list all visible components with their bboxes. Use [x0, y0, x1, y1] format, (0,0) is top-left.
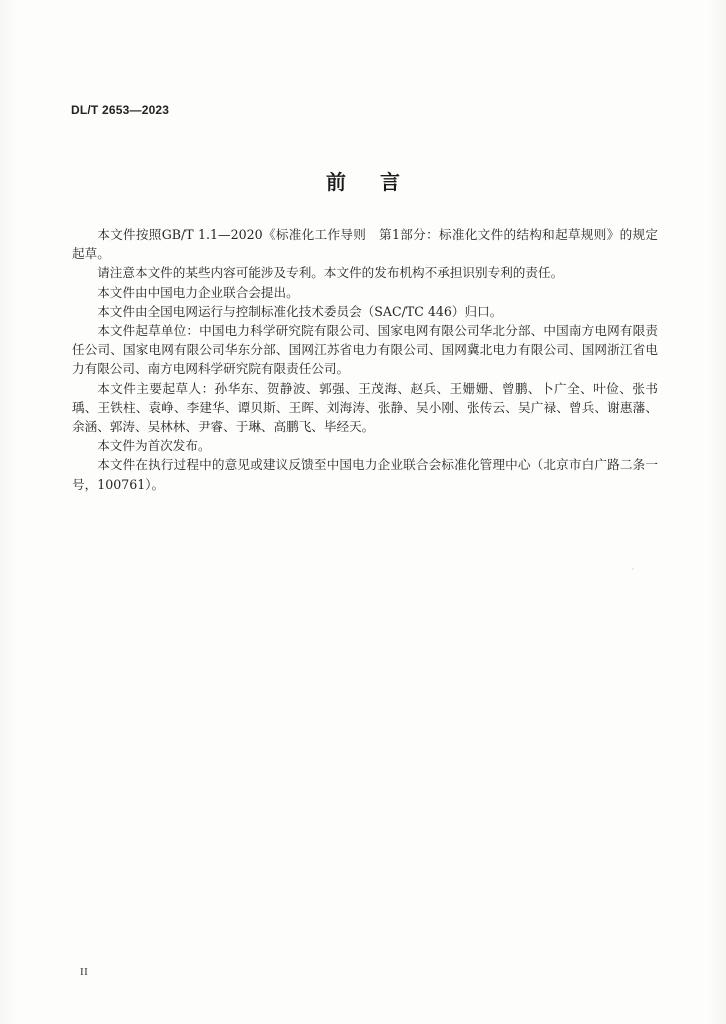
paragraph-committee: 本文件由全国电网运行与控制标准化技术委员会（SAC/TC 446）归口。 — [97, 303, 503, 319]
paragraph-patent-notice: 请注意本文件的某些内容可能涉及专利。本文件的发布机构不承担识别专利的责任。 — [97, 265, 564, 281]
page-title: 前言 — [326, 170, 434, 194]
paragraph-feedback: 本文件在执行过程中的意见或建议反馈至中国电力企业联合会标准化管理中心（北京市白广路二条一号，100761）。 — [72, 457, 658, 492]
paragraph-first-release: 本文件为首次发布。 — [97, 438, 211, 454]
paragraph-drafting-basis: 本文件按照GB/T 1.1—2020《标准化工作导则 第1部分：标准化文件的结构和起草规则》的规定起草。 — [72, 227, 658, 262]
foreword-body — [72, 225, 658, 494]
document-code: DL/T 2653—2023 — [71, 103, 170, 117]
paragraph-drafting-units: 本文件起草单位：中国电力科学研究院有限公司、国家电网有限公司华北分部、中国南方电网有限责任公司、国家电网有限公司华东分部、国网江苏省电力有限公司、国网冀北电力有限公司、国网浙江省电力有限公司、南方电网科学研究院有限责任公司。 — [72, 323, 658, 377]
page-number: II — [80, 966, 89, 978]
paragraph-proposer: 本文件由中国电力企业联合会提出。 — [97, 284, 299, 300]
paragraph-drafters: 本文件主要起草人：孙华东、贺静波、郭强、王茂海、赵兵、王姗姗、曾鹏、卜广全、叶俭、张书瑀、王铁柱、袁峥、李建华、谭贝斯、王晖、刘海涛、张静、吴小刚、张传云、吴广禄、曾兵、谢惠藩、余涵、郭涛、吴林林、尹睿、于琳、高鹏飞、毕经天。 — [72, 380, 658, 435]
scan-speck — [632, 568, 634, 570]
